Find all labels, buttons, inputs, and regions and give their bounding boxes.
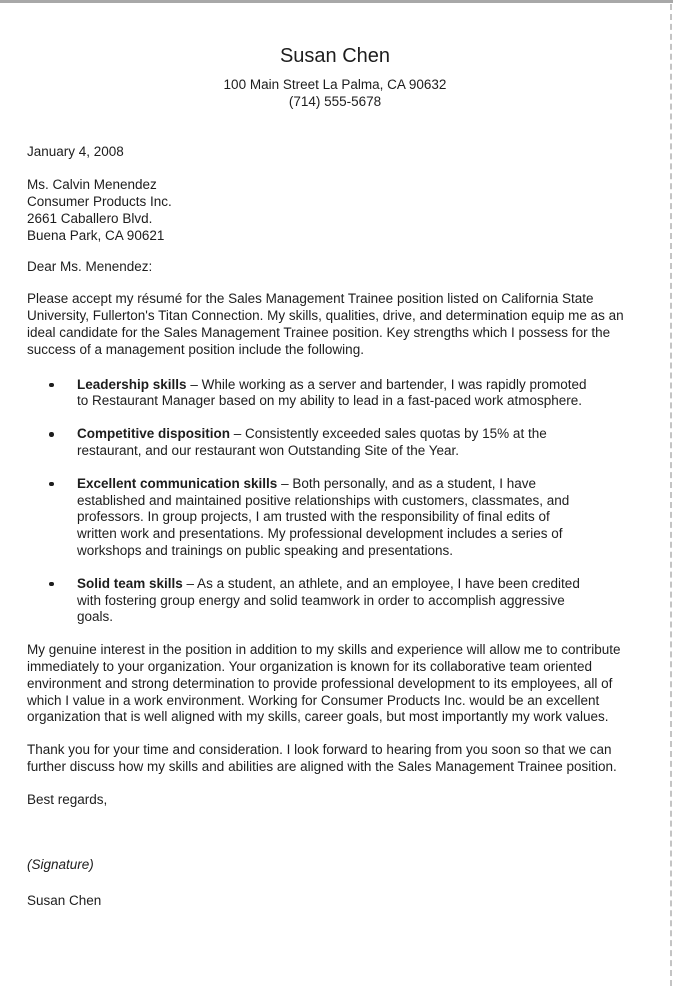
signature-name: Susan Chen — [27, 893, 102, 909]
closing-paragraphs — [27, 642, 643, 776]
recipient-line: Buena Park, CA 90621 — [27, 227, 165, 243]
paragraph: Thank you for your time and consideration. I look forward to hearing from you soon so that we can further discuss how my skills and abilities are aligned with the Sales Management Trainee position. — [27, 742, 617, 774]
key-strength-title: Solid team skills — [77, 575, 187, 591]
signoff: Best regards, — [27, 791, 108, 807]
key-strength-title: Leadership skills — [77, 376, 191, 392]
key-strength-text: – While working as a server and bartender, I was rapidly promoted to Restaurant Manager based on my ability to lead in a fast-paced work atmosphere. — [77, 376, 587, 409]
key-strength-text: – Consistently exceeded sales quotas by 15% at the restaurant, and our restaurant won Outstanding Site of the Year. — [77, 426, 547, 458]
top-edge-strip — [0, 0, 673, 3]
recipient-line: Ms. Calvin Menendez — [27, 177, 157, 193]
recipient-line: 2661 Caballero Blvd. — [27, 210, 153, 226]
right-edge-dashed-line — [670, 4, 672, 986]
key-strength-text: – As a student, an athlete, and an employee, I have been credited with fostering group energy and solid teamwork in order to accomplish aggressive goals. — [77, 575, 580, 625]
paragraph: My genuine interest in the position in addition to my skills and experience will allow me to contribute immediately to your organization. Your organization is known for its collaborative team oriented environment and strong determination to provide professional development to its employees, all of which I value in a work environment. Working for Consumer Products Inc. would be an excellent organization that is well aligned with my skills, career goals, but most importantly my work values. — [27, 642, 621, 725]
letter-date: January 4, 2008 — [27, 143, 124, 159]
recipient-block — [27, 177, 643, 244]
key-strength-item — [27, 476, 590, 560]
key-strength-text: – Both personally, and as a student, I have established and maintained positive relationships with customers, classmates, and professors. In group projects, I am trusted with the responsibility of final edits of written work and presentations. My professional development includes a series of workshops and trainings on public speaking and presentations. — [77, 475, 570, 558]
sender-header — [27, 45, 643, 111]
key-strengths-list — [27, 377, 643, 627]
recipient-line: Consumer Products Inc. — [27, 194, 172, 210]
key-strength-item — [27, 377, 590, 411]
intro-paragraph: Please accept my résumé for the Sales Management Trainee position listed on California State University, Fullerton's Titan Connection. My skills, qualities, drive, and determination equip me as an ideal candidate for the Sales Management Trainee position. Key strengths which I possess for the success of a management position include the following. — [27, 291, 624, 357]
sender-name: Susan Chen — [279, 45, 391, 67]
sender-phone: (714) 555-5678 — [288, 93, 382, 109]
signature-placeholder: (Signature) — [27, 856, 94, 872]
key-strength-title: Competitive disposition — [77, 426, 234, 442]
sender-contact — [27, 77, 643, 111]
key-strength-item — [27, 576, 590, 626]
key-strength-title: Excellent communication skills — [77, 475, 282, 491]
key-strength-item — [27, 426, 590, 460]
sender-address: 100 Main Street La Palma, CA 90632 — [223, 77, 447, 92]
salutation: Dear Ms. Menendez: — [27, 258, 153, 274]
